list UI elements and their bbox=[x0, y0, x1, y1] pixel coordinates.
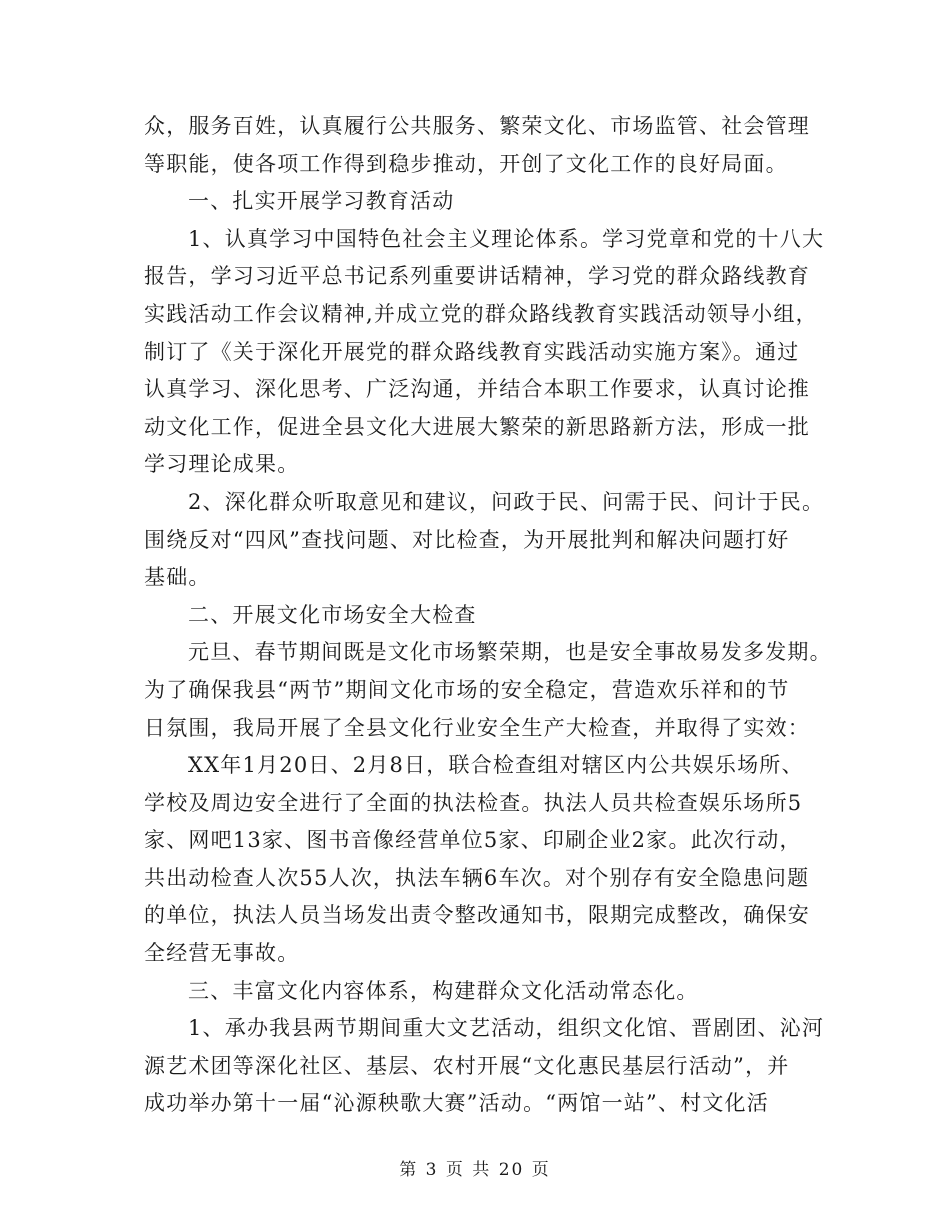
section-heading: 一、扎实开展学习教育活动 bbox=[188, 189, 455, 214]
text-line: 基础。 bbox=[144, 565, 211, 590]
text-line: 动文化工作，促进全县文化大进展大繁荣的新思路新方法，形成一批 bbox=[144, 414, 810, 439]
text-line: 报告，学习习近平总书记系列重要讲话精神，学习党的群众路线教育 bbox=[144, 264, 810, 289]
section-heading: 三、丰富文化内容体系，构建群众文化活动常态化。 bbox=[188, 978, 699, 1003]
text-line: 1、承办我县两节期间重大文艺活动，组织文化馆、晋剧团、沁河 bbox=[188, 1016, 825, 1041]
text-line: 共出动检查人次55人次，执法车辆6车次。对个别存有安全隐患问题 bbox=[144, 865, 810, 890]
text-line: 1、认真学习中国特色社会主义理论体系。学习党章和党的十八大 bbox=[188, 226, 825, 251]
text-line: 学校及周边安全进行了全面的执法检查。执法人员共检查娱乐场所5 bbox=[144, 790, 803, 815]
text-line: 认真学习、深化思考、广泛沟通，并结合本职工作要求，认真讨论推 bbox=[144, 377, 810, 402]
text-line: 全经营无事故。 bbox=[144, 941, 300, 966]
text-line: 日氛围，我局开展了全县文化行业安全生产大检查，并取得了实效： bbox=[144, 715, 810, 740]
text-line: 围绕反对“四风”查找问题、对比检查，为开展批判和解决问题打好 bbox=[144, 527, 790, 552]
text-line: 成功举办第十一届“沁源秧歌大赛”活动。“两馆一站”、村文化活 bbox=[144, 1091, 769, 1116]
text-line: 实践活动工作会议精神,并成立党的群众路线教育实践活动领导小组， bbox=[144, 301, 818, 326]
text-line: 家、网吧13家、图书音像经营单位5家、印刷企业2家。此次行动， bbox=[144, 828, 802, 853]
text-line: 等职能，使各项工作得到稳步推动，开创了文化工作的良好局面。 bbox=[144, 151, 788, 176]
page-number: 第 3 页 共 20 页 bbox=[399, 1160, 551, 1180]
text-line: 的单位，执法人员当场发出责令整改通知书，限期完成整改，确保安 bbox=[144, 903, 810, 928]
text-line: XX年1月20日、2月8日，联合检查组对辖区内公共娱乐场所、 bbox=[188, 753, 804, 778]
text-line: 制订了《关于深化开展党的群众路线教育实践活动实施方案》。通过 bbox=[144, 339, 800, 364]
text-line: 为了确保我县“两节”期间文化市场的安全稳定，营造欢乐祥和的节 bbox=[144, 677, 790, 702]
document-body bbox=[144, 108, 832, 1123]
text-line: 元旦、春节期间既是文化市场繁荣期，也是安全事故易发多发期。 bbox=[188, 640, 832, 665]
section-heading: 二、开展文化市场安全大检查 bbox=[188, 602, 477, 627]
text-line: 源艺术团等深化社区、基层、农村开展“文化惠民基层行活动”，并 bbox=[144, 1053, 790, 1078]
text-line: 2、深化群众听取意见和建议，问政于民、问需于民、问计于民。 bbox=[188, 489, 825, 514]
text-line: 众，服务百姓，认真履行公共服务、繁荣文化、市场监管、社会管理 bbox=[144, 114, 810, 138]
text-line: 学习理论成果。 bbox=[144, 452, 300, 477]
